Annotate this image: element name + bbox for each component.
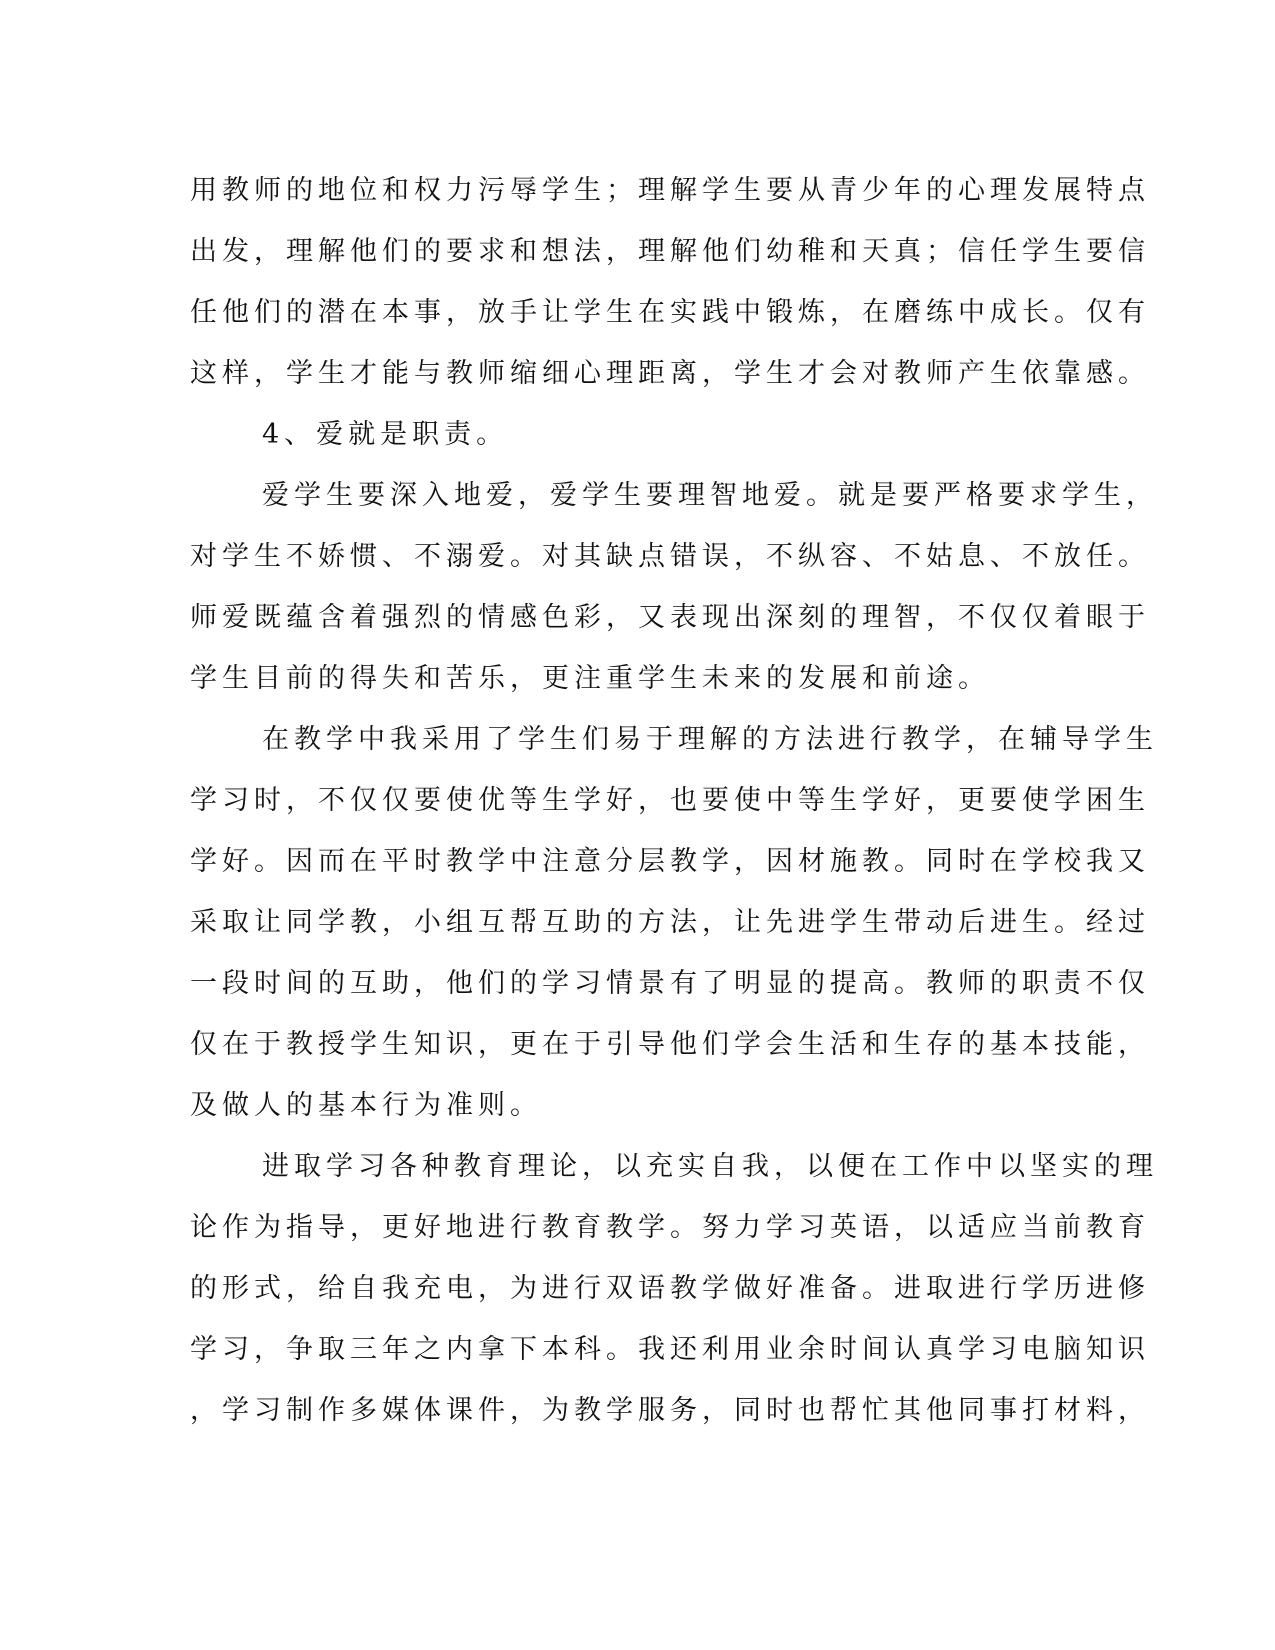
text-line: 在教学中我采用了学生们易于理解的方法进行教学，在辅导学生 (262, 724, 1158, 755)
text-line: 这样，学生才能与教师缩细心理距离，学生才会对教师产生依靠感。 (190, 358, 1150, 389)
body-text (190, 160, 1158, 1441)
text-line: 仅在于教授学生知识，更在于引导他们学会生活和生存的基本技能， (190, 1029, 1150, 1060)
text-line: 爱学生要深入地爱，爱学生要理智地爱。就是要严格要求学生， (262, 480, 1158, 511)
text-line: 学习，争取三年之内拿下本科。我还利用业余时间认真学习电脑知识 (190, 1334, 1150, 1365)
text-line: 用教师的地位和权力污辱学生；理解学生要从青少年的心理发展特点 (190, 175, 1150, 206)
text-line: 及做人的基本行为准则。 (190, 1090, 542, 1121)
text-line: 对学生不娇惯、不溺爱。对其缺点错误，不纵容、不姑息、不放任。 (190, 541, 1150, 572)
section-heading: 4、爱就是职责。 (262, 419, 509, 450)
text-line: 的形式，给自我充电，为进行双语教学做好准备。进取进行学历进修 (190, 1273, 1150, 1304)
text-line: 一段时间的互助，他们的学习情景有了明显的提高。教师的职责不仅 (190, 968, 1150, 999)
text-line: 论作为指导，更好地进行教育教学。努力学习英语，以适应当前教育 (190, 1212, 1150, 1243)
text-line: 师爱既蕴含着强烈的情感色彩，又表现出深刻的理智，不仅仅着眼于 (190, 602, 1150, 633)
text-line: 学好。因而在平时教学中注意分层教学，因材施教。同时在学校我又 (190, 846, 1150, 877)
text-line: 采取让同学教，小组互帮互助的方法，让先进学生带动后进生。经过 (190, 907, 1150, 938)
text-line: 进取学习各种教育理论，以充实自我，以便在工作中以坚实的理 (262, 1151, 1158, 1182)
text-line: 出发，理解他们的要求和想法，理解他们幼稚和天真；信任学生要信 (190, 236, 1150, 267)
text-line: 学生目前的得失和苦乐，更注重学生未来的发展和前途。 (190, 663, 990, 694)
text-line: 任他们的潜在本事，放手让学生在实践中锻炼，在磨练中成长。仅有 (190, 297, 1150, 328)
text-line: ，学习制作多媒体课件，为教学服务，同时也帮忙其他同事打材料， (190, 1395, 1150, 1426)
text-line: 学习时，不仅仅要使优等生学好，也要使中等生学好，更要使学困生 (190, 785, 1150, 816)
